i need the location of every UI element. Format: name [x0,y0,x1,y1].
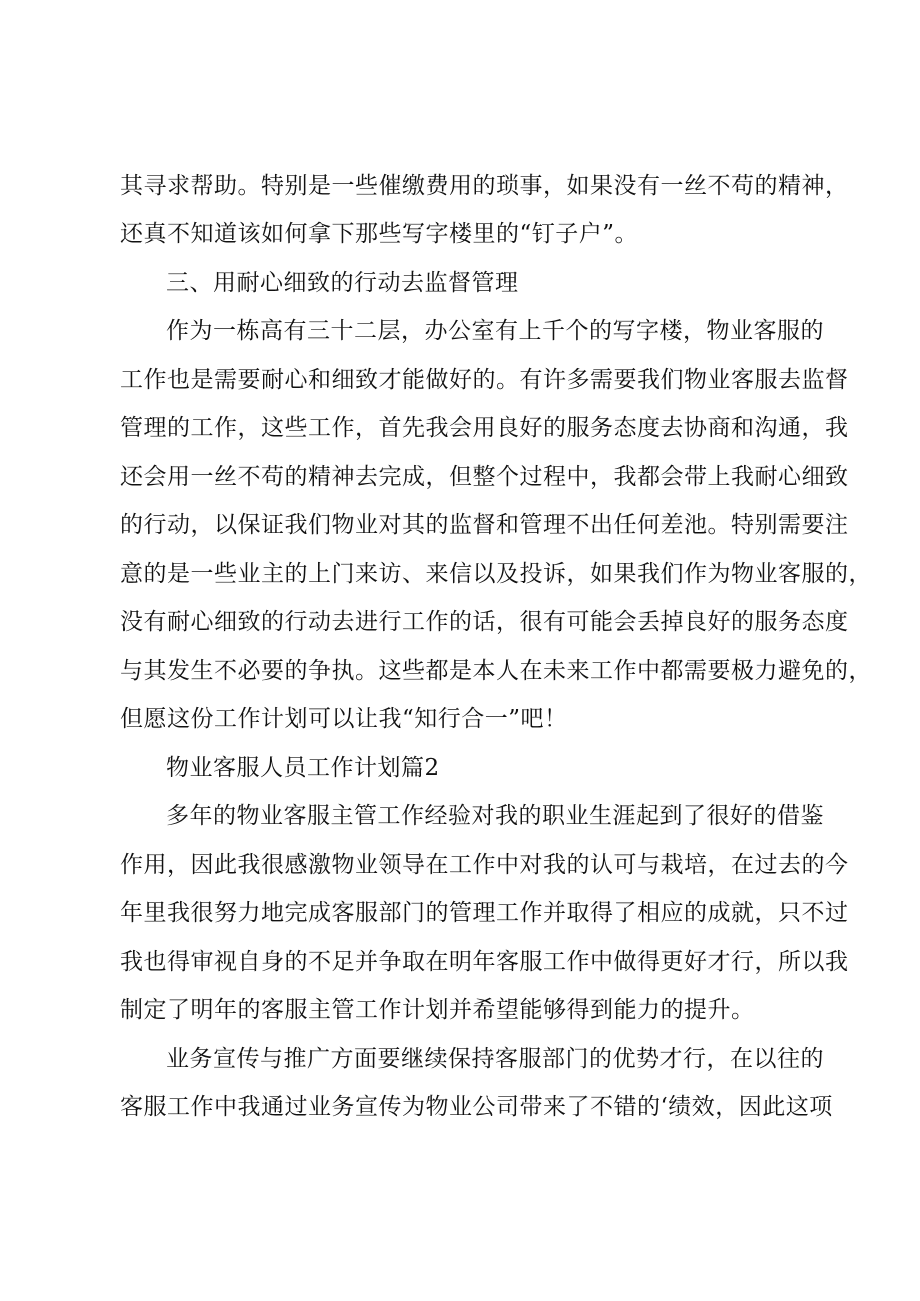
paragraph-line: 多年的物业客服主管工作经验对我的职业生涯起到了很好的借鉴 [166,803,824,829]
paragraph-line: 与其发生不必要的争执。这些都是本人在未来工作中都需要极力避免的， [120,658,872,684]
section-heading: 三、用耐心细致的行动去监督管理 [166,270,519,296]
paragraph-line: 其寻求帮助。特别是一些催缴费用的琐事，如果没有一丝不苟的精神， [120,173,849,199]
paragraph-line: 制定了明年的客服主管工作计划并希望能够得到能力的提升。 [120,997,755,1023]
paragraph-line: 还会用一丝不苟的精神去完成，但整个过程中，我都会带上我耐心细致 [120,464,849,490]
paragraph-line: 我也得审视自身的不足并争取在明年客服工作中做得更好才行，所以我 [120,949,849,975]
paragraph-line: 还真不知道该如何拿下那些写字楼里的“钉子户”。 [120,221,639,247]
paragraph-line: 没有耐心细致的行动去进行工作的话，很有可能会丢掉良好的服务态度 [120,609,849,635]
paragraph-line: 工作也是需要耐心和细致才能做好的。有许多需要我们物业客服去监督 [120,367,849,393]
paragraph-line: 业务宣传与推广方面要继续保持客服部门的优势才行，在以往的 [166,1046,824,1072]
paragraph-line: 客服工作中我通过业务宣传为物业公司带来了不错的‘绩效，因此这项 [120,1094,833,1120]
paragraph-line: 作用，因此我很感激物业领导在工作中对我的认可与栽培，在过去的今 [120,852,849,878]
section-heading: 物业客服人员工作计划篇2 [166,755,440,781]
paragraph-line: 作为一栋高有三十二层，办公室有上千个的写字楼，物业客服的 [166,318,824,344]
paragraph-line: 年里我很努力地完成客服部门的管理工作并取得了相应的成就，只不过 [120,900,849,926]
paragraph-line: 意的是一些业主的上门来访、来信以及投诉，如果我们作为物业客服的， [120,561,872,587]
paragraph-line: 的行动，以保证我们物业对其的监督和管理不出任何差池。特别需要注 [120,512,849,538]
paragraph-line: 但愿这份工作计划可以让我“知行合一”吧！ [120,706,568,732]
paragraph-line: 管理的工作，这些工作，首先我会用良好的服务态度去协商和沟通，我 [120,415,849,441]
